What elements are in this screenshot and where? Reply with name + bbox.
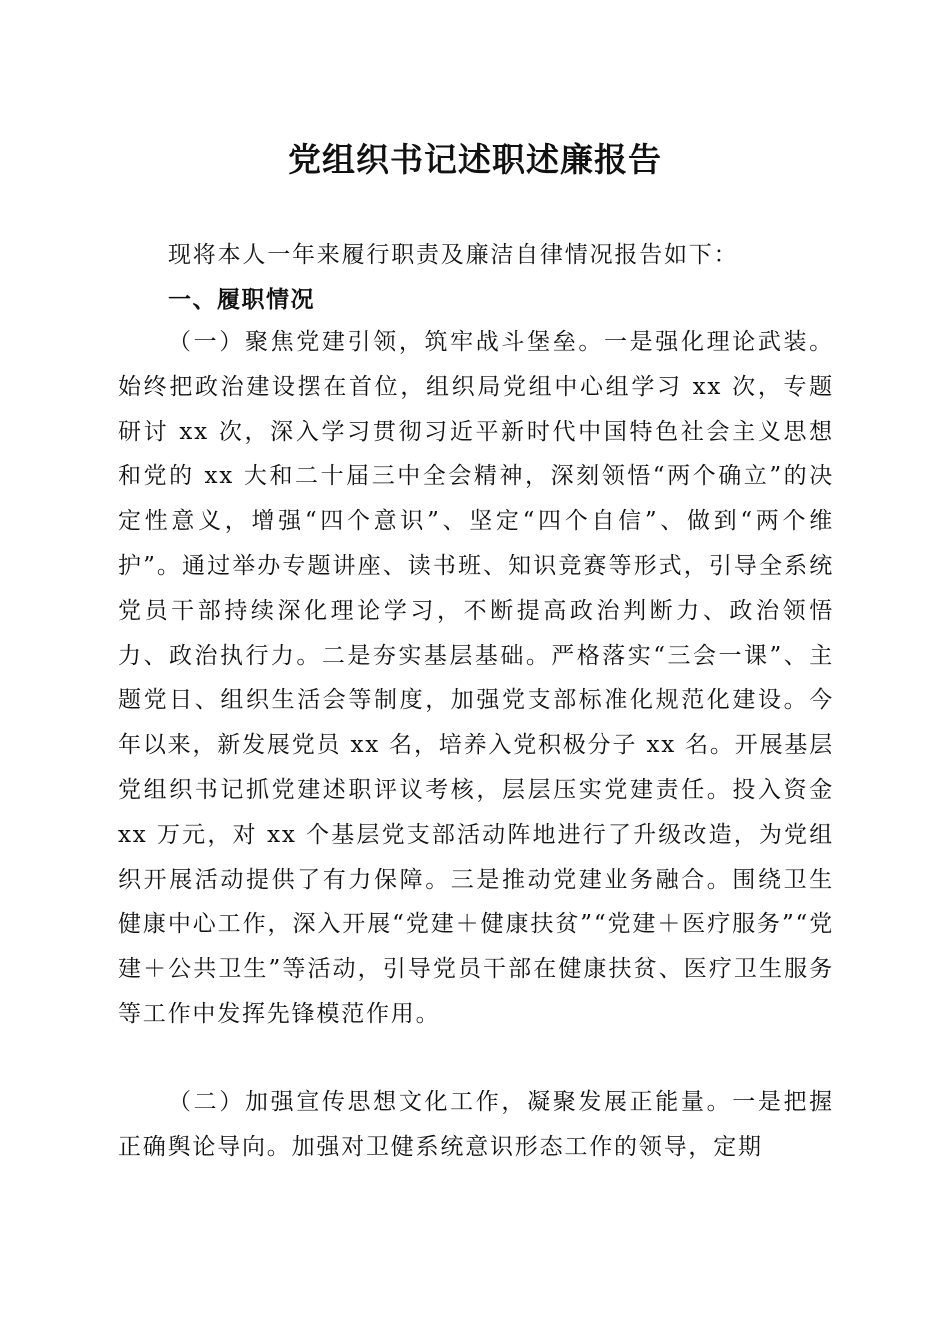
paragraph-2: （二）加强宣传思想文化工作，凝聚发展正能量。一是把握正确舆论导向。加强对卫健系统意识形态工作的领导，定期 (118, 1089, 834, 1160)
paragraph-1: （一）聚焦党建引领，筑牢战斗堡垒。一是强化理论武装。始终把政治建设摆在首位，组织局党组中心组学习 xx 次，专题研讨 xx 次，深入学习贯彻习近平新时代中国特色社会主义思想和党的 xx 大和二十届三中全会精神，深刻领悟“两个确立”的决定性意义，增强“四个意识”、坚定“四个自信”、做到“两个维护”。通过举办专题讲座、读书班、知识竞赛等形式，引导全系统党员干部持续深化理论学习，不断提高政治判断力、政治领悟力、政治执行力。二是夯实基层基础。严格落实“三会一课”、主题党日、组织生活会等制度，加强党支部标准化规范化建设。今年以来，新发展党员 xx 名，培养入党积极分子 xx 名。开展基层党组织书记抓党建述职评议考核，层层压实党建责任。投入资金 xx 万元，对 xx 个基层党支部活动阵地进行了升级改造，为党组织开展活动提供了有力保障。三是推动党建业务融合。围绕卫生健康中心工作，深入开展“党建＋健康扶贫”“党建＋医疗服务”“党建＋公共卫生”等活动，引导党员干部在健康扶贫、医疗卫生服务等工作中发挥先锋模范作用。 (118, 329, 834, 1027)
intro-paragraph: 现将本人一年来履行职责及廉洁自律情况报告如下： (168, 242, 739, 268)
document-title: 党组织书记述职述廉报告 (288, 140, 662, 179)
section-heading-1: 一、履职情况 (168, 287, 315, 313)
